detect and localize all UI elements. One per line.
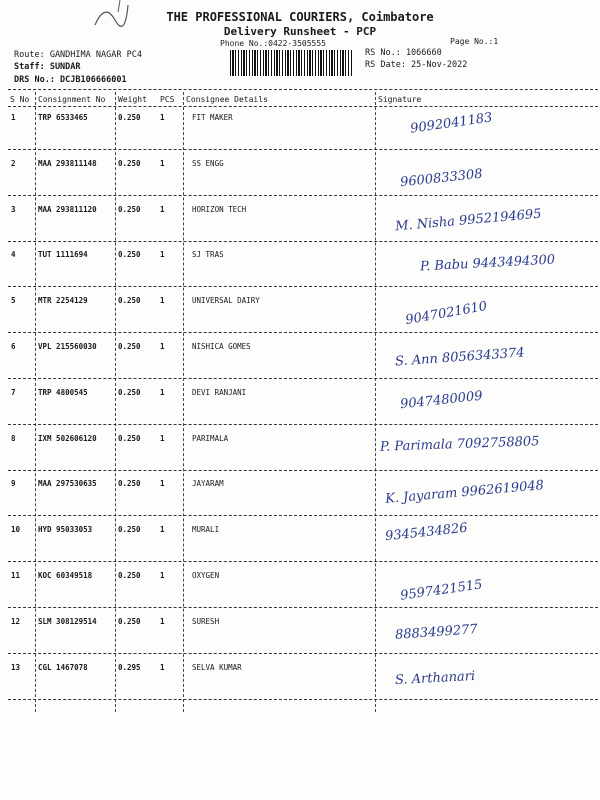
row-divider — [8, 332, 598, 333]
row-consignment-no: TRP 6533465 — [38, 113, 88, 122]
row-consignee: SJ TRAS — [192, 250, 224, 260]
document-subtitle: Delivery Runsheet - PCP — [223, 25, 377, 38]
row-sno: 3 — [11, 204, 16, 214]
row-sno: 1 — [11, 113, 16, 122]
col-header-consignee: Consignee Details — [186, 95, 268, 104]
column-separator — [375, 92, 376, 712]
column-header-divider — [8, 106, 598, 107]
row-consignee: SS ENGG — [192, 158, 224, 168]
row-consignee: SURESH — [192, 616, 220, 626]
column-separator — [35, 92, 36, 712]
column-separator — [183, 92, 184, 712]
row-weight: 0.250 — [118, 571, 141, 580]
row-sno: 10 — [11, 525, 21, 535]
row-signature: S. Ann 8056343374 — [394, 345, 526, 370]
row-pcs: 1 — [160, 571, 165, 580]
row-sno: 12 — [11, 616, 21, 626]
row-consignment-no: KOC 60349518 — [38, 571, 93, 580]
header-divider — [8, 89, 598, 90]
row-sno: 9 — [11, 479, 16, 489]
row-sno: 4 — [11, 250, 16, 260]
column-separator — [115, 92, 116, 712]
row-divider — [8, 195, 598, 196]
document-title: THE PROFESSIONAL COURIERS, Coimbatore — [166, 10, 434, 24]
page-number: Page No.:1 — [450, 37, 499, 46]
rs-date: RS Date: 25-Nov-2022 — [365, 60, 468, 70]
row-weight: 0.250 — [118, 433, 141, 443]
row-signature: M. Nisha 9952194695 — [394, 206, 543, 234]
row-pcs: 1 — [160, 296, 165, 306]
row-consignment-no: VPL 215560030 — [38, 342, 97, 351]
row-signature: 9600833308 — [399, 166, 484, 191]
row-signature: 9047021610 — [404, 299, 489, 329]
row-divider — [8, 470, 598, 471]
row-consignment-no: MTR 2254129 — [38, 296, 88, 306]
barcode-icon — [230, 50, 352, 76]
col-header-consignment: Consignment No — [38, 95, 106, 104]
row-signature: P. Parimala 7092758805 — [379, 433, 540, 455]
row-consignee: MURALI — [192, 525, 220, 535]
row-weight: 0.250 — [118, 479, 141, 489]
row-sno: 7 — [11, 387, 16, 397]
row-consignee: SELVA KUMAR — [192, 662, 242, 672]
row-divider — [8, 515, 598, 516]
row-consignee: PARIMALA — [192, 433, 229, 443]
row-consignee: NISHICA GOMES — [192, 342, 251, 351]
row-sno: 8 — [11, 433, 16, 443]
col-header-signature: Signature — [378, 95, 422, 104]
row-pcs: 1 — [160, 662, 165, 672]
row-consignment-no: HYD 95033053 — [38, 525, 93, 535]
row-consignment-no: MAA 293811120 — [38, 204, 97, 214]
row-signature: 8883499277 — [394, 621, 479, 643]
row-consignee: OXYGEN — [192, 571, 220, 580]
row-sno: 5 — [11, 296, 16, 306]
row-consignment-no: MAA 297530635 — [38, 479, 97, 489]
col-header-sno: S No — [10, 95, 30, 104]
rs-number: RS No.: 1066660 — [365, 48, 442, 58]
row-consignment-no: IXM 502606120 — [38, 433, 97, 443]
row-sno: 2 — [11, 158, 16, 168]
row-weight: 0.250 — [118, 296, 141, 306]
row-signature: 9345434826 — [384, 520, 469, 545]
row-pcs: 1 — [160, 158, 165, 168]
row-consignee: DEVI RANJANI — [192, 387, 247, 397]
row-signature: 9047480009 — [399, 388, 484, 413]
row-weight: 0.250 — [118, 616, 141, 626]
row-divider — [8, 149, 598, 150]
row-pcs: 1 — [160, 342, 165, 351]
staff-label: Staff: SUNDAR — [14, 62, 81, 72]
row-divider — [8, 378, 598, 379]
row-consignment-no: SLM 308129514 — [38, 616, 97, 626]
row-consignment-no: TRP 4800545 — [38, 387, 88, 397]
row-sno: 6 — [11, 342, 16, 351]
row-divider — [8, 241, 598, 242]
row-signature: 9597421515 — [399, 577, 484, 604]
row-signature: P. Babu 9443494300 — [419, 252, 556, 275]
row-pcs: 1 — [160, 616, 165, 626]
row-consignment-no: CGL 1467078 — [38, 662, 88, 672]
row-sno: 11 — [11, 571, 21, 580]
row-consignment-no: TUT 1111694 — [38, 250, 88, 260]
row-divider — [8, 561, 598, 562]
phone-number: Phone No.:0422-3505555 — [220, 39, 326, 48]
row-weight: 0.250 — [118, 387, 141, 397]
col-header-pcs: PCS — [160, 95, 175, 104]
row-consignment-no: MAA 293811148 — [38, 158, 97, 168]
row-pcs: 1 — [160, 113, 165, 122]
row-pcs: 1 — [160, 433, 165, 443]
row-divider — [8, 699, 598, 700]
row-consignee: FIT MAKER — [192, 113, 233, 122]
row-divider — [8, 424, 598, 425]
row-divider — [8, 286, 598, 287]
drs-number: DRS No.: DCJB106666001 — [14, 75, 127, 85]
row-divider — [8, 607, 598, 608]
row-signature: K. Jayaram 9962619048 — [384, 478, 545, 508]
row-weight: 0.250 — [118, 525, 141, 535]
route-label: Route: GANDHIMA NAGAR PC4 — [14, 50, 142, 60]
row-weight: 0.250 — [118, 342, 141, 351]
row-weight: 0.250 — [118, 204, 141, 214]
col-header-weight: Weight — [118, 95, 147, 104]
row-pcs: 1 — [160, 387, 165, 397]
row-weight: 0.250 — [118, 158, 141, 168]
row-divider — [8, 653, 598, 654]
row-signature: S. Arthanari — [394, 668, 476, 688]
row-sno: 13 — [11, 662, 21, 672]
row-pcs: 1 — [160, 204, 165, 214]
row-pcs: 1 — [160, 250, 165, 260]
row-consignee: JAYARAM — [192, 479, 224, 489]
row-signature: 9092041183 — [409, 110, 494, 137]
row-consignee: HORIZON TECH — [192, 204, 247, 214]
row-weight: 0.295 — [118, 662, 141, 672]
row-pcs: 1 — [160, 479, 165, 489]
row-pcs: 1 — [160, 525, 165, 535]
row-weight: 0.250 — [118, 113, 141, 122]
row-consignee: UNIVERSAL DAIRY — [192, 296, 260, 306]
row-weight: 0.250 — [118, 250, 141, 260]
